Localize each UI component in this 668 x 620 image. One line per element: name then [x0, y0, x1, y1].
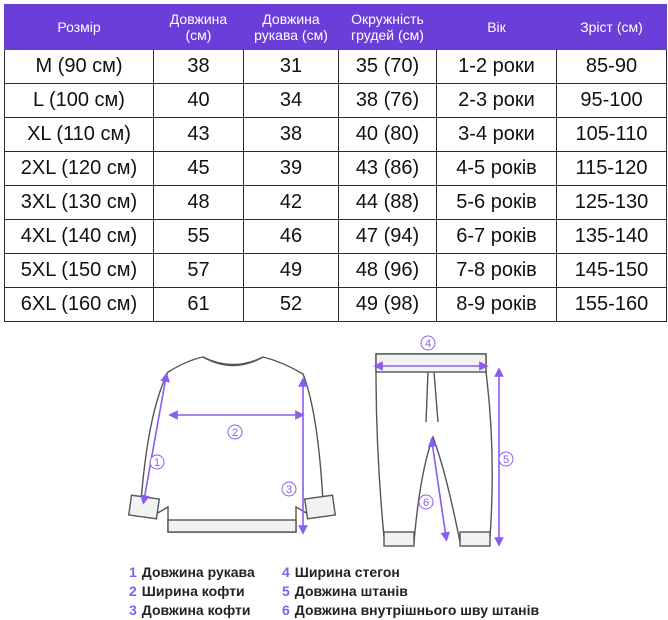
table-cell: L (100 см): [5, 84, 154, 118]
table-cell: 3XL (130 см): [5, 186, 154, 220]
table-cell: 4XL (140 см): [5, 220, 154, 254]
table-cell: 42: [244, 186, 339, 220]
table-cell: 3-4 роки: [437, 118, 557, 152]
table-cell: 1-2 роки: [437, 50, 557, 84]
table-cell: 135-140: [557, 220, 667, 254]
table-cell: 40 (80): [339, 118, 437, 152]
table-cell: 8-9 років: [437, 288, 557, 322]
table-cell: 57: [154, 254, 244, 288]
table-cell: 47 (94): [339, 220, 437, 254]
table-cell: 48 (96): [339, 254, 437, 288]
header-height: Зріст (см): [557, 5, 667, 50]
table-cell: 39: [244, 152, 339, 186]
marker-1: [150, 455, 164, 469]
table-cell: 125-130: [557, 186, 667, 220]
table-cell: M (90 см): [5, 50, 154, 84]
table-cell: 43 (86): [339, 152, 437, 186]
table-cell: 45: [154, 152, 244, 186]
table-cell: 6-7 років: [437, 220, 557, 254]
table-body: [5, 50, 667, 322]
legend-item: 3 Довжина кофти: [129, 602, 251, 618]
svg-text:6: 6: [422, 497, 430, 509]
table-cell: 85-90: [557, 50, 667, 84]
table-cell: 49: [244, 254, 339, 288]
header-age: Вік: [437, 5, 557, 50]
table-row: [5, 84, 667, 118]
table-cell: 35 (70): [339, 50, 437, 84]
marker-6: [419, 495, 433, 509]
table-cell: 115-120: [557, 152, 667, 186]
header-chest: Окружність грудей (см): [339, 5, 437, 50]
table-cell: 40: [154, 84, 244, 118]
table-cell: 49 (98): [339, 288, 437, 322]
sweatshirt-illustration: [129, 357, 336, 532]
pants-illustration: [376, 354, 492, 546]
table-cell: 105-110: [557, 118, 667, 152]
table-cell: 61: [154, 288, 244, 322]
table-cell: 95-100: [557, 84, 667, 118]
table-header-row: [5, 5, 667, 50]
legend-item: 2 Ширина кофти: [129, 583, 245, 599]
table-cell: 48: [154, 186, 244, 220]
svg-text:1: 1: [153, 457, 161, 469]
svg-text:2: 2: [231, 427, 239, 439]
table-cell: 46: [244, 220, 339, 254]
table-cell: 38: [244, 118, 339, 152]
header-length: Довжина (см): [154, 5, 244, 50]
table-cell: 44 (88): [339, 186, 437, 220]
legend-right: [282, 563, 539, 620]
legend-item: 1 Довжина рукава: [129, 564, 255, 580]
marker-4: [421, 336, 435, 350]
table-row: [5, 220, 667, 254]
table-cell: 2-3 роки: [437, 84, 557, 118]
legend-item: 4 Ширина стегон: [282, 564, 400, 580]
legend-item: 5 Довжина штанів: [282, 583, 408, 599]
table-cell: 155-160: [557, 288, 667, 322]
garment-diagram: [128, 332, 528, 558]
table-cell: 52: [244, 288, 339, 322]
marker-5: [499, 452, 513, 466]
table-row: [5, 152, 667, 186]
legend-item: 6 Довжина внутрішнього шву штанів: [282, 602, 540, 618]
table-cell: XL (110 см): [5, 118, 154, 152]
table-cell: 38 (76): [339, 84, 437, 118]
table-row: [5, 254, 667, 288]
table-cell: 34: [244, 84, 339, 118]
table-row: [5, 288, 667, 322]
table-cell: 2XL (120 см): [5, 152, 154, 186]
header-size: Розмір: [5, 5, 154, 50]
header-sleeve-length: Довжина рукава (см): [244, 5, 339, 50]
table-row: [5, 118, 667, 152]
table-cell: 43: [154, 118, 244, 152]
table-cell: 31: [244, 50, 339, 84]
table-cell: 6XL (160 см): [5, 288, 154, 322]
table-cell: 38: [154, 50, 244, 84]
svg-text:4: 4: [424, 338, 432, 350]
table-cell: 4-5 років: [437, 152, 557, 186]
table-cell: 5-6 років: [437, 186, 557, 220]
size-table: [4, 4, 667, 322]
table-row: [5, 50, 667, 84]
marker-2: [228, 425, 242, 439]
table-cell: 55: [154, 220, 244, 254]
table-cell: 5XL (150 см): [5, 254, 154, 288]
marker-3: [282, 482, 296, 496]
svg-text:5: 5: [502, 454, 510, 466]
legend-left: [129, 563, 255, 620]
table-cell: 145-150: [557, 254, 667, 288]
table-cell: 7-8 років: [437, 254, 557, 288]
svg-text:3: 3: [285, 484, 293, 496]
table-row: [5, 186, 667, 220]
